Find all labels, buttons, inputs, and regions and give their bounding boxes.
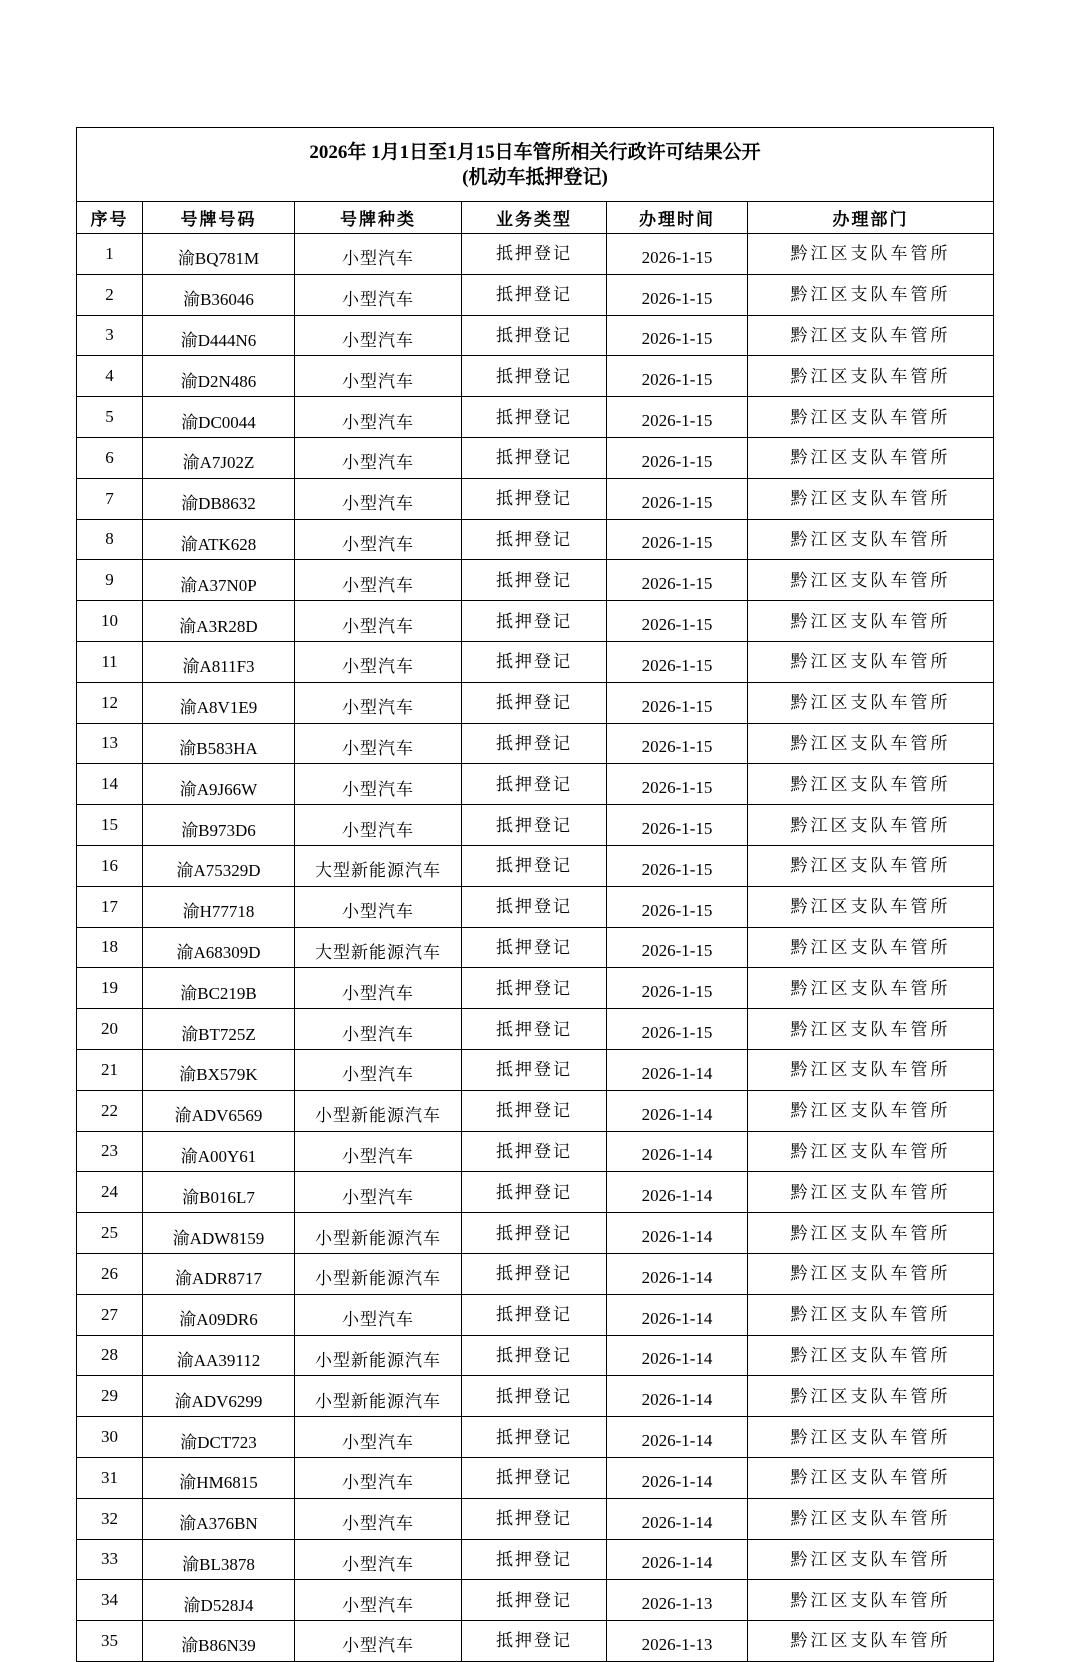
cell-seq: 26 [77,1253,143,1294]
cell-date: 2026-1-15 [607,968,748,1009]
cell-date: 2026-1-15 [607,356,748,397]
cell-business-type: 抵押登记 [462,1009,607,1050]
cell-seq: 1 [77,234,143,275]
cell-business-type: 抵押登记 [462,968,607,1009]
cell-business-type: 抵押登记 [462,1539,607,1580]
cell-department: 黔江区支队车管所 [748,1172,994,1213]
cell-plate-kind: 小型汽车 [295,1498,462,1539]
cell-business-type: 抵押登记 [462,886,607,927]
cell-plate-kind: 小型汽车 [295,886,462,927]
header-plate-kind: 号牌种类 [295,202,462,234]
cell-plate-kind: 小型汽车 [295,397,462,438]
table-row [77,234,994,275]
cell-date: 2026-1-14 [607,1376,748,1417]
cell-plate: 渝BT725Z [143,1009,295,1050]
cell-plate-kind: 小型汽车 [295,1131,462,1172]
cell-plate-kind: 大型新能源汽车 [295,845,462,886]
cell-business-type: 抵押登记 [462,1213,607,1254]
cell-date: 2026-1-13 [607,1580,748,1621]
cell-business-type: 抵押登记 [462,682,607,723]
cell-department: 黔江区支队车管所 [748,1498,994,1539]
cell-seq: 22 [77,1090,143,1131]
cell-department: 黔江区支队车管所 [748,356,994,397]
cell-seq: 28 [77,1335,143,1376]
table-row [77,723,994,764]
cell-plate: 渝ATK628 [143,519,295,560]
cell-department: 黔江区支队车管所 [748,886,994,927]
table-row [77,886,994,927]
cell-seq: 20 [77,1009,143,1050]
table-row [77,315,994,356]
cell-plate: 渝A75329D [143,845,295,886]
table-row [77,1090,994,1131]
table-header-row [77,202,994,234]
cell-business-type: 抵押登记 [462,1580,607,1621]
cell-plate: 渝H77718 [143,886,295,927]
cell-plate: 渝BX579K [143,1049,295,1090]
cell-business-type: 抵押登记 [462,845,607,886]
cell-seq: 35 [77,1621,143,1662]
cell-date: 2026-1-14 [607,1539,748,1580]
table-row [77,682,994,723]
cell-department: 黔江区支队车管所 [748,315,994,356]
cell-seq: 27 [77,1294,143,1335]
cell-business-type: 抵押登记 [462,805,607,846]
table-row [77,1498,994,1539]
cell-plate: 渝B36046 [143,274,295,315]
cell-plate-kind: 小型汽车 [295,968,462,1009]
cell-business-type: 抵押登记 [462,1376,607,1417]
table-row [77,601,994,642]
cell-date: 2026-1-14 [607,1049,748,1090]
cell-department: 黔江区支队车管所 [748,478,994,519]
cell-plate-kind: 小型汽车 [295,1172,462,1213]
cell-plate: 渝BL3878 [143,1539,295,1580]
cell-seq: 9 [77,560,143,601]
cell-plate-kind: 小型汽车 [295,764,462,805]
cell-business-type: 抵押登记 [462,234,607,275]
cell-seq: 29 [77,1376,143,1417]
cell-plate: 渝A811F3 [143,641,295,682]
cell-department: 黔江区支队车管所 [748,641,994,682]
table-row [77,1539,994,1580]
cell-date: 2026-1-14 [607,1457,748,1498]
cell-date: 2026-1-14 [607,1498,748,1539]
cell-business-type: 抵押登记 [462,478,607,519]
cell-department: 黔江区支队车管所 [748,1131,994,1172]
cell-seq: 19 [77,968,143,1009]
cell-business-type: 抵押登记 [462,315,607,356]
cell-department: 黔江区支队车管所 [748,723,994,764]
cell-department: 黔江区支队车管所 [748,1457,994,1498]
cell-seq: 31 [77,1457,143,1498]
cell-seq: 23 [77,1131,143,1172]
cell-seq: 17 [77,886,143,927]
cell-business-type: 抵押登记 [462,1498,607,1539]
cell-department: 黔江区支队车管所 [748,968,994,1009]
cell-date: 2026-1-14 [607,1131,748,1172]
cell-department: 黔江区支队车管所 [748,764,994,805]
cell-plate-kind: 小型汽车 [295,1580,462,1621]
header-department: 办理部门 [748,202,994,234]
cell-department: 黔江区支队车管所 [748,1417,994,1458]
cell-date: 2026-1-15 [607,845,748,886]
cell-plate-kind: 小型汽车 [295,601,462,642]
cell-business-type: 抵押登记 [462,437,607,478]
cell-seq: 11 [77,641,143,682]
cell-date: 2026-1-14 [607,1172,748,1213]
table-row [77,1294,994,1335]
cell-plate-kind: 小型汽车 [295,805,462,846]
cell-plate: 渝B973D6 [143,805,295,846]
cell-plate: 渝A8V1E9 [143,682,295,723]
title-line-2: (机动车抵押登记) [462,166,608,188]
cell-department: 黔江区支队车管所 [748,274,994,315]
cell-plate: 渝ADW8159 [143,1213,295,1254]
cell-plate: 渝A7J02Z [143,437,295,478]
cell-seq: 30 [77,1417,143,1458]
cell-department: 黔江区支队车管所 [748,1090,994,1131]
cell-date: 2026-1-14 [607,1417,748,1458]
cell-department: 黔江区支队车管所 [748,1621,994,1662]
cell-plate: 渝DB8632 [143,478,295,519]
cell-plate: 渝B86N39 [143,1621,295,1662]
cell-plate: 渝A09DR6 [143,1294,295,1335]
cell-seq: 13 [77,723,143,764]
cell-department: 黔江区支队车管所 [748,601,994,642]
cell-plate-kind: 小型新能源汽车 [295,1090,462,1131]
cell-plate-kind: 小型汽车 [295,641,462,682]
cell-plate: 渝AA39112 [143,1335,295,1376]
cell-seq: 2 [77,274,143,315]
cell-department: 黔江区支队车管所 [748,560,994,601]
table-row [77,560,994,601]
cell-plate: 渝A9J66W [143,764,295,805]
cell-date: 2026-1-15 [607,805,748,846]
cell-date: 2026-1-14 [607,1294,748,1335]
cell-plate-kind: 小型汽车 [295,1621,462,1662]
cell-date: 2026-1-15 [607,641,748,682]
cell-department: 黔江区支队车管所 [748,1294,994,1335]
cell-date: 2026-1-15 [607,315,748,356]
cell-business-type: 抵押登记 [462,1621,607,1662]
cell-plate: 渝HM6815 [143,1457,295,1498]
title-line-1: 2026年 1月1日至1月15日车管所相关行政许可结果公开 [309,141,761,163]
cell-plate: 渝A3R28D [143,601,295,642]
cell-plate-kind: 小型汽车 [295,478,462,519]
cell-plate-kind: 小型新能源汽车 [295,1335,462,1376]
table-row [77,1131,994,1172]
cell-department: 黔江区支队车管所 [748,927,994,968]
cell-plate: 渝A37N0P [143,560,295,601]
cell-seq: 8 [77,519,143,560]
table-title-row [77,128,994,202]
cell-plate: 渝BQ781M [143,234,295,275]
cell-department: 黔江区支队车管所 [748,234,994,275]
cell-date: 2026-1-15 [607,886,748,927]
cell-seq: 3 [77,315,143,356]
cell-plate-kind: 大型新能源汽车 [295,927,462,968]
cell-department: 黔江区支队车管所 [748,1213,994,1254]
cell-seq: 7 [77,478,143,519]
cell-department: 黔江区支队车管所 [748,1253,994,1294]
cell-seq: 6 [77,437,143,478]
cell-date: 2026-1-15 [607,1009,748,1050]
table-row [77,1417,994,1458]
cell-date: 2026-1-15 [607,274,748,315]
cell-seq: 5 [77,397,143,438]
table-row [77,356,994,397]
cell-date: 2026-1-14 [607,1253,748,1294]
cell-department: 黔江区支队车管所 [748,845,994,886]
table-row [77,478,994,519]
cell-plate-kind: 小型汽车 [295,519,462,560]
cell-seq: 10 [77,601,143,642]
cell-department: 黔江区支队车管所 [748,1539,994,1580]
cell-business-type: 抵押登记 [462,1049,607,1090]
cell-date: 2026-1-15 [607,519,748,560]
table-row [77,519,994,560]
cell-plate-kind: 小型汽车 [295,274,462,315]
cell-business-type: 抵押登记 [462,1172,607,1213]
cell-seq: 12 [77,682,143,723]
cell-business-type: 抵押登记 [462,397,607,438]
table-row [77,1049,994,1090]
cell-plate-kind: 小型汽车 [295,1417,462,1458]
cell-seq: 4 [77,356,143,397]
cell-department: 黔江区支队车管所 [748,1580,994,1621]
cell-seq: 34 [77,1580,143,1621]
cell-seq: 21 [77,1049,143,1090]
cell-business-type: 抵押登记 [462,723,607,764]
cell-plate: 渝ADV6569 [143,1090,295,1131]
table-row [77,1335,994,1376]
cell-plate-kind: 小型汽车 [295,315,462,356]
header-business-type: 业务类型 [462,202,607,234]
cell-date: 2026-1-15 [607,601,748,642]
table-row [77,805,994,846]
header-date: 办理时间 [607,202,748,234]
cell-date: 2026-1-14 [607,1090,748,1131]
cell-business-type: 抵押登记 [462,560,607,601]
cell-plate-kind: 小型新能源汽车 [295,1376,462,1417]
cell-date: 2026-1-15 [607,478,748,519]
table-row [77,927,994,968]
permit-results-table [76,127,994,1662]
cell-department: 黔江区支队车管所 [748,1049,994,1090]
cell-plate-kind: 小型新能源汽车 [295,1213,462,1254]
table-row [77,968,994,1009]
cell-plate-kind: 小型新能源汽车 [295,1253,462,1294]
table-body [77,234,994,1662]
cell-department: 黔江区支队车管所 [748,682,994,723]
cell-plate: 渝DC0044 [143,397,295,438]
cell-date: 2026-1-14 [607,1213,748,1254]
cell-date: 2026-1-15 [607,437,748,478]
cell-department: 黔江区支队车管所 [748,1335,994,1376]
cell-plate: 渝ADR8717 [143,1253,295,1294]
cell-seq: 16 [77,845,143,886]
cell-business-type: 抵押登记 [462,641,607,682]
cell-plate-kind: 小型汽车 [295,437,462,478]
cell-date: 2026-1-15 [607,927,748,968]
header-seq: 序号 [77,202,143,234]
cell-plate-kind: 小型汽车 [295,356,462,397]
cell-date: 2026-1-15 [607,234,748,275]
cell-plate-kind: 小型汽车 [295,1009,462,1050]
cell-date: 2026-1-15 [607,682,748,723]
cell-business-type: 抵押登记 [462,356,607,397]
cell-plate: 渝D2N486 [143,356,295,397]
cell-seq: 18 [77,927,143,968]
cell-date: 2026-1-13 [607,1621,748,1662]
cell-plate-kind: 小型汽车 [295,1294,462,1335]
cell-plate: 渝A68309D [143,927,295,968]
cell-plate-kind: 小型汽车 [295,1539,462,1580]
cell-business-type: 抵押登记 [462,764,607,805]
cell-plate-kind: 小型汽车 [295,560,462,601]
table-row [77,1580,994,1621]
cell-business-type: 抵押登记 [462,1090,607,1131]
table-row [77,1457,994,1498]
table-row [77,641,994,682]
table-row [77,397,994,438]
cell-business-type: 抵押登记 [462,1335,607,1376]
cell-plate-kind: 小型汽车 [295,723,462,764]
cell-department: 黔江区支队车管所 [748,1376,994,1417]
cell-business-type: 抵押登记 [462,274,607,315]
cell-plate-kind: 小型汽车 [295,234,462,275]
cell-plate-kind: 小型汽车 [295,1457,462,1498]
cell-date: 2026-1-15 [607,764,748,805]
table-row [77,1172,994,1213]
cell-date: 2026-1-15 [607,560,748,601]
cell-plate: 渝D444N6 [143,315,295,356]
cell-plate: 渝DCT723 [143,1417,295,1458]
cell-plate: 渝A00Y61 [143,1131,295,1172]
table-row [77,764,994,805]
cell-business-type: 抵押登记 [462,519,607,560]
cell-plate: 渝ADV6299 [143,1376,295,1417]
cell-business-type: 抵押登记 [462,1417,607,1458]
table-row [77,1253,994,1294]
cell-seq: 25 [77,1213,143,1254]
cell-plate: 渝B016L7 [143,1172,295,1213]
cell-plate: 渝D528J4 [143,1580,295,1621]
table-row [77,1213,994,1254]
table-row [77,1009,994,1050]
cell-plate: 渝A376BN [143,1498,295,1539]
table-row [77,1621,994,1662]
cell-department: 黔江区支队车管所 [748,519,994,560]
cell-department: 黔江区支队车管所 [748,437,994,478]
cell-department: 黔江区支队车管所 [748,1009,994,1050]
cell-business-type: 抵押登记 [462,1131,607,1172]
cell-plate: 渝B583HA [143,723,295,764]
cell-plate-kind: 小型汽车 [295,1049,462,1090]
cell-department: 黔江区支队车管所 [748,397,994,438]
cell-seq: 14 [77,764,143,805]
table-row [77,274,994,315]
cell-seq: 33 [77,1539,143,1580]
cell-date: 2026-1-15 [607,397,748,438]
table-row [77,845,994,886]
cell-date: 2026-1-14 [607,1335,748,1376]
cell-business-type: 抵押登记 [462,1457,607,1498]
cell-seq: 15 [77,805,143,846]
cell-plate: 渝BC219B [143,968,295,1009]
cell-date: 2026-1-15 [607,723,748,764]
table-row [77,437,994,478]
table-title [77,128,994,202]
cell-plate-kind: 小型汽车 [295,682,462,723]
header-plate: 号牌号码 [143,202,295,234]
cell-seq: 24 [77,1172,143,1213]
cell-business-type: 抵押登记 [462,1294,607,1335]
cell-business-type: 抵押登记 [462,927,607,968]
cell-business-type: 抵押登记 [462,1253,607,1294]
cell-seq: 32 [77,1498,143,1539]
cell-department: 黔江区支队车管所 [748,805,994,846]
cell-business-type: 抵押登记 [462,601,607,642]
table-row [77,1376,994,1417]
